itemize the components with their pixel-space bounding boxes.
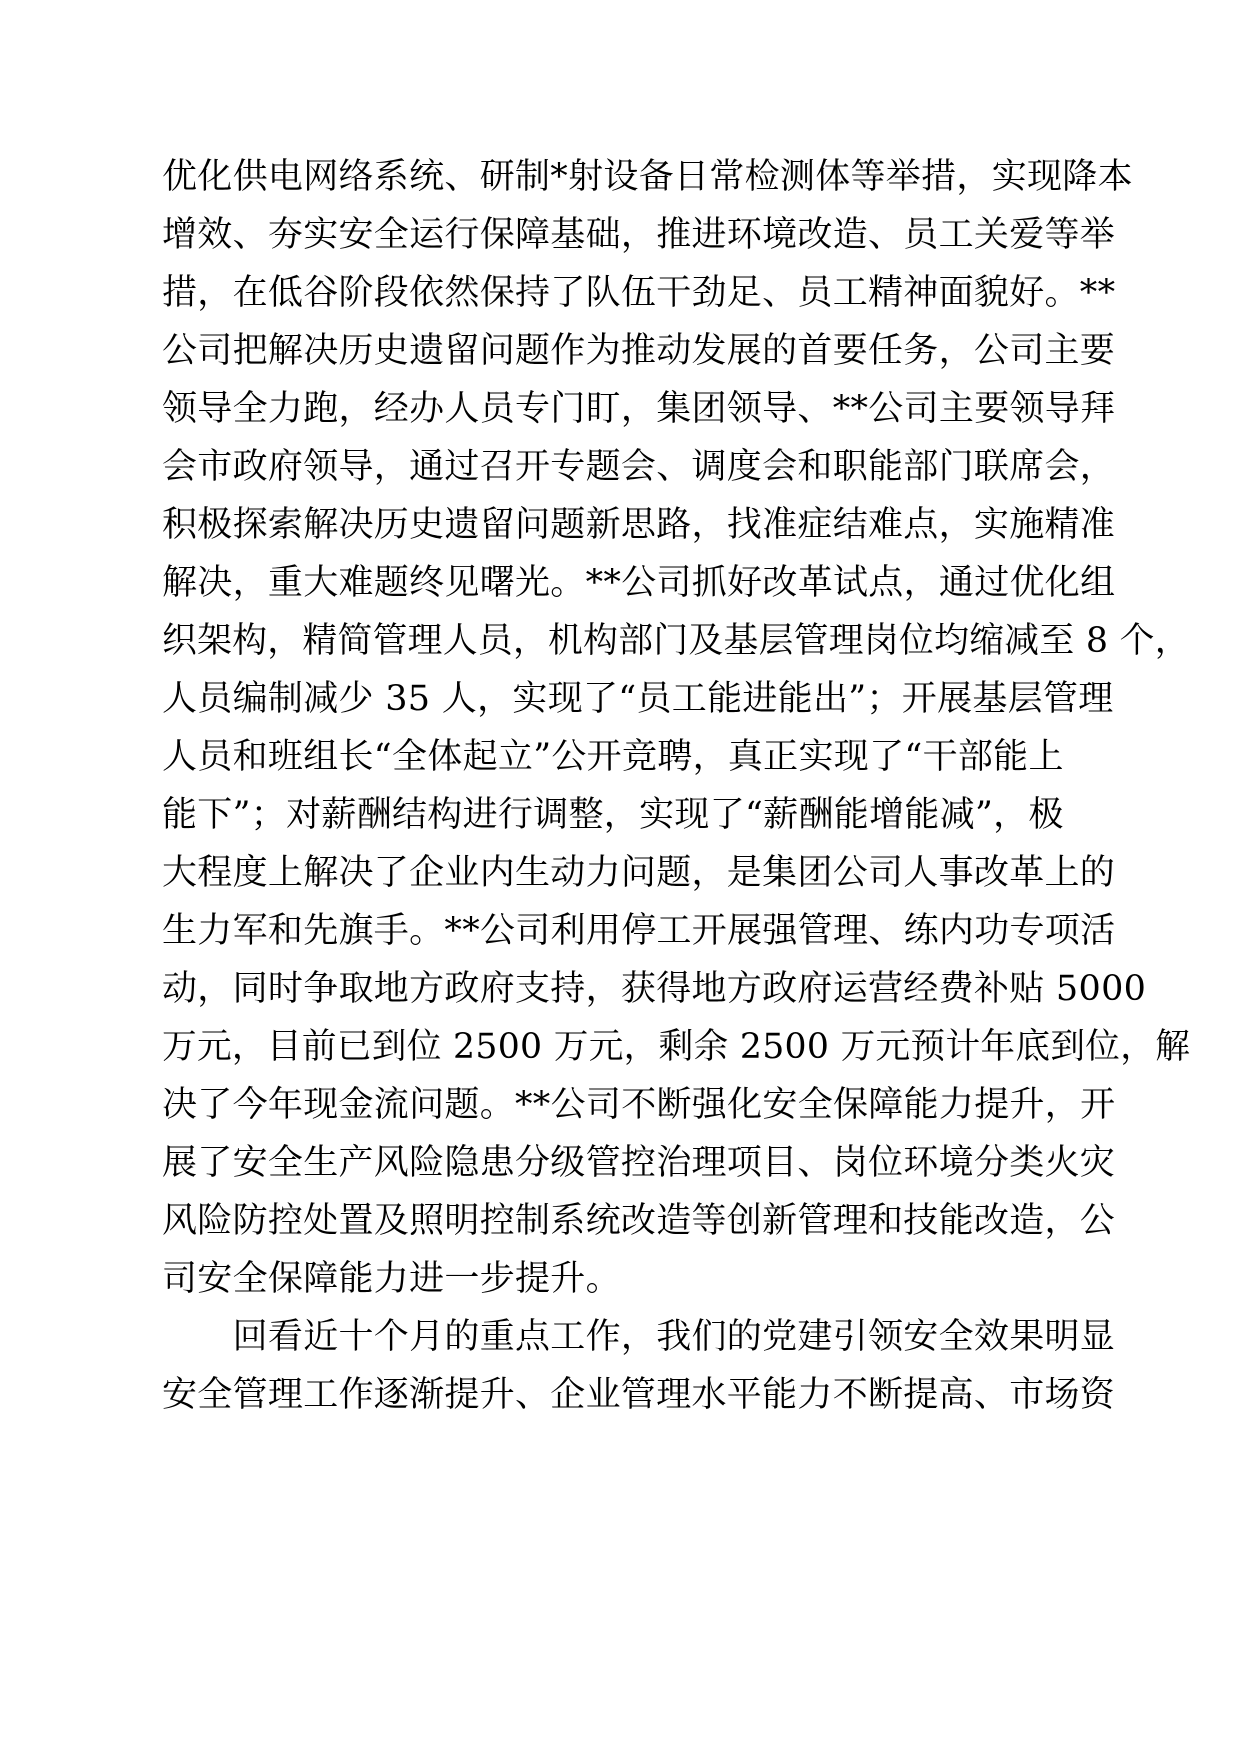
text-line: 司安全保障能力进一步提升。 [162, 1259, 621, 1299]
text-line: 公司把解决历史遗留问题作为推动发展的首要任务，公司主要 [162, 331, 1116, 371]
text-line: 积极探索解决历史遗留问题新思路，找准症结难点，实施精准 [162, 505, 1116, 545]
text-line: 决了今年现金流问题。**公司不断强化安全保障能力提升，开 [162, 1085, 1116, 1125]
text-line: 领导全力跑，经办人员专门盯，集团领导、**公司主要领导拜 [162, 389, 1116, 429]
text-line: 动，同时争取地方政府支持，获得地方政府运营经费补贴 5000 [162, 969, 1147, 1009]
text-line: 人员编制减少 35 人，实现了“员工能进能出”；开展基层管理 [162, 679, 1114, 719]
text-line: 安全管理工作逐渐提升、企业管理水平能力不断提高、市场资 [162, 1375, 1116, 1415]
text-line: 织架构，精简管理人员，机构部门及基层管理岗位均缩减至 8 个， [162, 621, 1190, 661]
text-line: 大程度上解决了企业内生动力问题，是集团公司人事改革上的 [162, 853, 1116, 893]
text-line: 解决，重大难题终见曙光。**公司抓好改革试点，通过优化组 [162, 563, 1116, 603]
text-line: 万元，目前已到位 2500 万元，剩余 2500 万元预计年底到位，解 [162, 1027, 1191, 1067]
text-line: 风险防控处置及照明控制系统改造等创新管理和技能改造，公 [162, 1201, 1116, 1241]
text-line: 生力军和先旗手。**公司利用停工开展强管理、练内功专项活 [162, 911, 1116, 951]
text-line: 措，在低谷阶段依然保持了队伍干劲足、员工精神面貌好。** [162, 273, 1116, 313]
text-line: 人员和班组长“全体起立”公开竞聘，真正实现了“干部能上 [162, 737, 1064, 777]
text-line: 优化供电网络系统、研制*射设备日常检测体等举措，实现降本 [162, 157, 1133, 197]
text-line: 增效、夯实安全运行保障基础，推进环境改造、员工关爱等举 [162, 215, 1116, 255]
paragraph-start-line: 回看近十个月的重点工作，我们的党建引领安全效果明显 [162, 1317, 1116, 1357]
text-line: 能下”；对薪酬结构进行调整，实现了“薪酬能增能减”，极 [162, 795, 1064, 835]
text-line: 会市政府领导，通过召开专题会、调度会和职能部门联席会， [162, 447, 1116, 487]
text-line: 展了安全生产风险隐患分级管控治理项目、岗位环境分类火灾 [162, 1143, 1116, 1183]
